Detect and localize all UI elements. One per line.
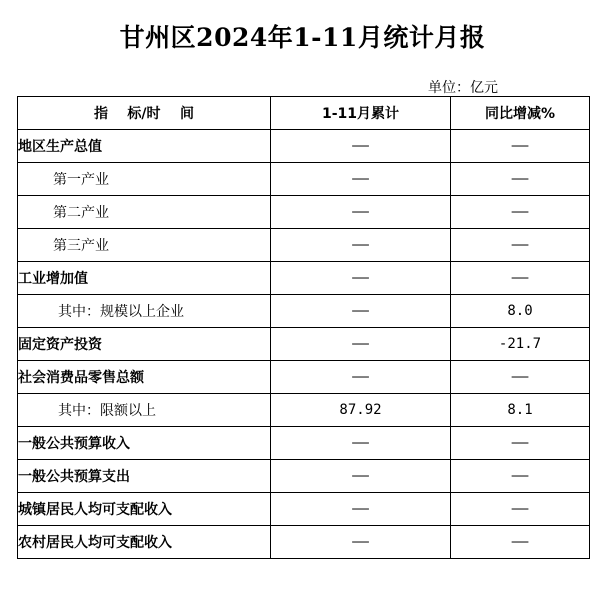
page-title: 甘州区2024年1-11月统计月报 — [119, 23, 486, 52]
row-yoy: 8.0 — [451, 295, 590, 328]
statistics-table — [17, 96, 590, 559]
header-yoy: 同比增减% — [451, 97, 590, 130]
table-row — [18, 229, 590, 262]
row-label: 城镇居民人均可支配收入 — [18, 493, 271, 526]
table-row — [18, 427, 590, 460]
row-yoy: —— — [451, 130, 590, 163]
row-label: 第二产业 — [18, 196, 271, 229]
row-yoy: —— — [451, 460, 590, 493]
row-yoy: —— — [451, 229, 590, 262]
table-header-row — [18, 97, 590, 130]
row-label: 第一产业 — [18, 163, 271, 196]
row-label: 固定资产投资 — [18, 328, 271, 361]
row-label: 一般公共预算支出 — [18, 460, 271, 493]
row-label: 其中：规模以上企业 — [18, 295, 271, 328]
row-cumulative: —— — [271, 427, 451, 460]
table-row — [18, 196, 590, 229]
row-cumulative: —— — [271, 163, 451, 196]
row-yoy: —— — [451, 526, 590, 559]
row-cumulative: —— — [271, 295, 451, 328]
table-row — [18, 493, 590, 526]
row-cumulative: —— — [271, 130, 451, 163]
row-cumulative: —— — [271, 196, 451, 229]
table-row — [18, 163, 590, 196]
table-row — [18, 130, 590, 163]
row-yoy: 8.1 — [451, 394, 590, 427]
header-cumulative: 1-11月累计 — [271, 97, 451, 130]
row-yoy: —— — [451, 163, 590, 196]
row-label: 地区生产总值 — [18, 130, 271, 163]
row-label: 工业增加值 — [18, 262, 271, 295]
row-yoy: —— — [451, 262, 590, 295]
row-cumulative: —— — [271, 262, 451, 295]
table-row — [18, 295, 590, 328]
header-indicator: 指 标/时 间 — [18, 97, 271, 130]
row-cumulative: —— — [271, 361, 451, 394]
row-cumulative: —— — [271, 526, 451, 559]
row-cumulative: —— — [271, 328, 451, 361]
row-label: 一般公共预算收入 — [18, 427, 271, 460]
row-yoy: —— — [451, 493, 590, 526]
table-row — [18, 526, 590, 559]
row-label: 社会消费品零售总额 — [18, 361, 271, 394]
row-label: 其中：限额以上 — [18, 394, 271, 427]
row-cumulative: —— — [271, 460, 451, 493]
row-label: 农村居民人均可支配收入 — [18, 526, 271, 559]
table-row — [18, 460, 590, 493]
table-row — [18, 262, 590, 295]
table-row — [18, 328, 590, 361]
row-label: 第三产业 — [18, 229, 271, 262]
table-row — [18, 361, 590, 394]
row-yoy: —— — [451, 427, 590, 460]
unit-label: 单位：亿元 — [428, 80, 498, 96]
table-row — [18, 394, 590, 427]
row-cumulative: —— — [271, 493, 451, 526]
row-cumulative: 87.92 — [271, 394, 451, 427]
row-cumulative: —— — [271, 229, 451, 262]
row-yoy: -21.7 — [451, 328, 590, 361]
row-yoy: —— — [451, 361, 590, 394]
row-yoy: —— — [451, 196, 590, 229]
